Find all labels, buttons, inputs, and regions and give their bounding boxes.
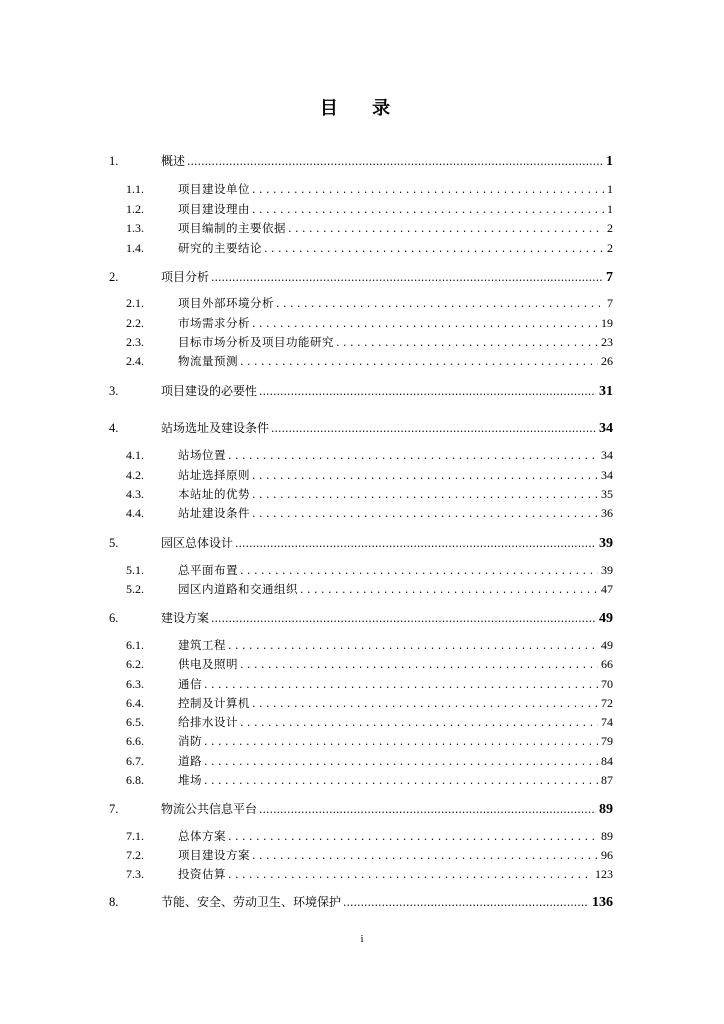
- toc-entry-number: 2.4.: [126, 354, 144, 368]
- toc-entry-title: 项目建设的必要性: [161, 384, 258, 398]
- toc-entry-page: 2: [607, 241, 613, 255]
- toc-entry-page: 31: [599, 384, 613, 399]
- toc-section-entry[interactable]: [126, 181, 613, 201]
- toc-entry-title: 市场需求分析: [178, 316, 250, 330]
- toc-entry-number: 4.2.: [126, 468, 144, 482]
- toc-entry-page: 84: [601, 754, 613, 768]
- toc-entry-page: 7: [606, 270, 613, 285]
- toc-leader-dots: [204, 677, 598, 691]
- toc-leader-dots: [300, 582, 598, 596]
- toc-chapter-entry[interactable]: [109, 268, 613, 288]
- toc-entry-page: 123: [595, 867, 613, 881]
- toc-entry-title: 控制及计算机: [178, 696, 250, 710]
- toc-entry-title: 站址选择原则: [178, 468, 250, 482]
- toc-entry-title: 节能、安全、劳动卫生、环境保护: [161, 895, 342, 909]
- toc-section-entry[interactable]: [126, 467, 613, 487]
- toc-entry-number: 1.2.: [126, 202, 144, 216]
- toc-section-entry[interactable]: [126, 353, 613, 373]
- toc-leader-dots: [252, 182, 604, 196]
- toc-section-entry[interactable]: [126, 562, 613, 582]
- toc-leader-dots: [235, 535, 596, 550]
- toc-entry-number: 7.2.: [126, 848, 144, 862]
- toc-chapter-entry[interactable]: [109, 534, 613, 554]
- toc-section-entry[interactable]: [126, 334, 613, 354]
- toc-entry-page: 1: [607, 202, 613, 216]
- toc-leader-dots: [343, 894, 589, 909]
- toc-leader-dots: [228, 867, 592, 881]
- toc-section-entry[interactable]: [126, 753, 613, 773]
- toc-entry-page: 1: [607, 182, 613, 196]
- toc-entry-title: 物流量预测: [178, 354, 238, 368]
- toc-entry-page: 34: [599, 421, 613, 436]
- toc-entry-page: 34: [601, 468, 613, 482]
- toc-entry-page: 39: [599, 536, 613, 551]
- toc-entry-title: 项目外部环境分析: [178, 296, 274, 310]
- toc-entry-number: 6.8.: [126, 773, 144, 787]
- toc-leader-dots: [228, 448, 598, 462]
- toc-leader-dots: [240, 354, 598, 368]
- toc-entry-title: 项目建设理由: [178, 202, 250, 216]
- toc-entry-page: 70: [601, 677, 613, 691]
- toc-chapter-entry[interactable]: [109, 800, 613, 820]
- toc-chapter-entry[interactable]: [109, 893, 613, 913]
- toc-entry-title: 总体方案: [178, 829, 226, 843]
- toc-leader-dots: [252, 506, 598, 520]
- toc-section-entry[interactable]: [126, 315, 613, 335]
- toc-leader-dots: [276, 296, 604, 310]
- toc-entry-title: 给排水设计: [178, 715, 238, 729]
- toc-title: 目 录: [319, 98, 405, 119]
- toc-section-entry[interactable]: [126, 637, 613, 657]
- toc-leader-dots: [252, 316, 598, 330]
- toc-entry-page: 35: [601, 487, 613, 501]
- toc-entry-page: 39: [601, 563, 613, 577]
- toc-leader-dots: [252, 487, 598, 501]
- toc-entry-number: 7.1.: [126, 829, 144, 843]
- toc-entry-number: 2.1.: [126, 296, 144, 310]
- toc-entry-page: 74: [601, 715, 613, 729]
- toc-leader-dots: [252, 696, 598, 710]
- toc-entry-page: 36: [601, 506, 613, 520]
- toc-entry-page: 19: [601, 316, 613, 330]
- toc-entry-number: 6.1.: [126, 638, 144, 652]
- toc-entry-number: 8.: [109, 895, 119, 909]
- toc-entry-number: 1.4.: [126, 241, 144, 255]
- toc-entry-number: 4.: [109, 421, 119, 435]
- toc-entry-title: 道路: [178, 754, 202, 768]
- toc-leader-dots: [228, 829, 598, 843]
- toc-entry-number: 6.6.: [126, 734, 144, 748]
- toc-entry-title: 目标市场分析及项目功能研究: [178, 335, 334, 349]
- toc-entry-number: 7.: [109, 802, 119, 816]
- toc-entry-number: 4.3.: [126, 487, 144, 501]
- toc-entry-page: 89: [599, 802, 613, 817]
- toc-leader-dots: [252, 202, 604, 216]
- toc-entry-page: 79: [601, 734, 613, 748]
- toc-entry-number: 5.1.: [126, 563, 144, 577]
- toc-leader-dots: [240, 657, 598, 671]
- toc-section-entry[interactable]: [126, 240, 613, 260]
- toc-leader-dots: [336, 335, 598, 349]
- toc-entry-page: 7: [607, 296, 613, 310]
- toc-leader-dots: [187, 153, 603, 168]
- toc-leader-dots: [259, 801, 596, 816]
- toc-section-entry[interactable]: [126, 447, 613, 467]
- toc-leader-dots: [271, 420, 596, 435]
- toc-entry-title: 堆场: [178, 773, 202, 787]
- toc-entry-number: 7.3.: [126, 867, 144, 881]
- toc-leader-dots: [288, 221, 604, 235]
- toc-leader-dots: [204, 773, 598, 787]
- toc-leader-dots: [228, 638, 598, 652]
- toc-leader-dots: [259, 383, 596, 398]
- toc-entry-page: 136: [592, 895, 613, 910]
- toc-section-entry[interactable]: [126, 695, 613, 715]
- toc-entry-title: 项目建设单位: [178, 182, 250, 196]
- page-number-footer: i: [360, 933, 364, 945]
- toc-section-entry[interactable]: [126, 505, 613, 525]
- toc-entry-number: 2.3.: [126, 335, 144, 349]
- toc-entry-page: 96: [601, 848, 613, 862]
- toc-section-entry[interactable]: [126, 866, 613, 886]
- toc-entry-title: 消防: [178, 734, 202, 748]
- toc-leader-dots: [252, 848, 598, 862]
- toc-entry-page: 49: [599, 611, 613, 626]
- toc-entry-title: 站场选址及建设条件: [161, 421, 270, 435]
- toc-entry-title: 物流公共信息平台: [161, 802, 258, 816]
- toc-leader-dots: [252, 468, 598, 482]
- toc-entry-title: 通信: [178, 677, 202, 691]
- toc-entry-title: 建筑工程: [178, 638, 226, 652]
- toc-leader-dots: [204, 754, 598, 768]
- toc-entry-page: 66: [601, 657, 613, 671]
- toc-entry-title: 供电及照明: [178, 657, 238, 671]
- toc-entry-page: 23: [601, 335, 613, 349]
- toc-entry-page: 49: [601, 638, 613, 652]
- toc-entry-number: 6.5.: [126, 715, 144, 729]
- toc-entry-page: 47: [601, 582, 613, 596]
- toc-entry-number: 6.4.: [126, 696, 144, 710]
- toc-leader-dots: [240, 563, 598, 577]
- toc-entry-number: 2.2.: [126, 316, 144, 330]
- toc-section-entry[interactable]: [126, 847, 613, 867]
- toc-entry-number: 6.7.: [126, 754, 144, 768]
- toc-section-entry[interactable]: [126, 220, 613, 240]
- toc-entry-title: 本站址的优势: [178, 487, 250, 501]
- toc-entry-title: 概述: [161, 154, 186, 168]
- toc-entry-title: 项目编制的主要依据: [178, 221, 286, 235]
- toc-entry-title: 项目建设方案: [178, 848, 250, 862]
- toc-entry-number: 6.2.: [126, 657, 144, 671]
- toc-leader-dots: [211, 610, 596, 625]
- toc-chapter-entry[interactable]: [109, 382, 613, 402]
- toc-entry-title: 站址建设条件: [178, 506, 250, 520]
- toc-entry-number: 1.: [109, 154, 119, 168]
- toc-entry-number: 6.: [109, 611, 119, 625]
- toc-entry-page: 1: [606, 154, 613, 169]
- toc-entry-number: 5.: [109, 536, 119, 550]
- toc-section-entry[interactable]: [126, 733, 613, 753]
- toc-entry-title: 站场位置: [178, 448, 226, 462]
- toc-section-entry[interactable]: [126, 676, 613, 696]
- toc-chapter-entry[interactable]: [109, 152, 613, 172]
- toc-entry-page: 72: [601, 696, 613, 710]
- toc-entry-number: 1.1.: [126, 182, 144, 196]
- toc-section-entry[interactable]: [126, 828, 613, 848]
- toc-section-entry[interactable]: [126, 486, 613, 506]
- toc-entry-number: 3.: [109, 384, 119, 398]
- toc-entry-page: 2: [607, 221, 613, 235]
- toc-entry-number: 6.3.: [126, 677, 144, 691]
- toc-chapter-entry[interactable]: [109, 419, 613, 439]
- toc-entry-page: 87: [601, 773, 613, 787]
- toc-entry-page: 34: [601, 448, 613, 462]
- toc-entry-page: 26: [601, 354, 613, 368]
- toc-entry-title: 研究的主要结论: [178, 241, 262, 255]
- toc-leader-dots: [264, 241, 604, 255]
- toc-entry-number: 4.1.: [126, 448, 144, 462]
- toc-entry-page: 89: [601, 829, 613, 843]
- toc-entry-title: 项目分析: [161, 270, 210, 284]
- toc-section-entry[interactable]: [126, 772, 613, 792]
- toc-section-entry[interactable]: [126, 656, 613, 676]
- toc-leader-dots: [204, 734, 598, 748]
- toc-section-entry[interactable]: [126, 714, 613, 734]
- toc-entry-number: 5.2.: [126, 582, 144, 596]
- toc-section-entry[interactable]: [126, 201, 613, 221]
- toc-entry-number: 1.3.: [126, 221, 144, 235]
- toc-entry-number: 4.4.: [126, 506, 144, 520]
- toc-section-entry[interactable]: [126, 295, 613, 315]
- toc-section-entry[interactable]: [126, 581, 613, 601]
- toc-leader-dots: [240, 715, 598, 729]
- toc-entry-title: 总平面布置: [178, 563, 238, 577]
- toc-entry-title: 建设方案: [161, 611, 210, 625]
- toc-leader-dots: [211, 269, 603, 284]
- toc-entry-number: 2.: [109, 270, 119, 284]
- toc-entry-title: 投资估算: [178, 867, 226, 881]
- toc-entry-title: 园区内道路和交通组织: [178, 582, 298, 596]
- toc-entry-title: 园区总体设计: [161, 536, 234, 550]
- toc-chapter-entry[interactable]: [109, 609, 613, 629]
